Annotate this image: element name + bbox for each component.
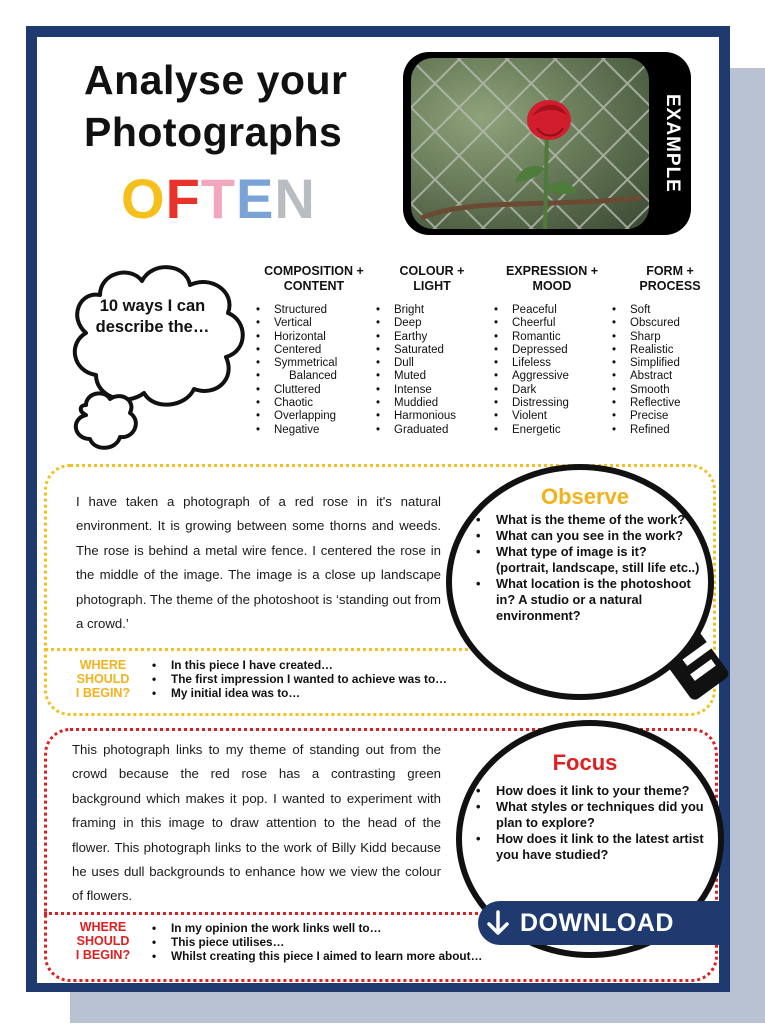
list-item: • Saturated <box>376 344 456 357</box>
often-letter: F <box>165 167 201 230</box>
observe-paragraph: I have taken a photograph of a red rose in it's natural environment. It is growing between some thorns and weeds. The rose is behind a metal wire fence. I centered the rose in the middle of the image. The image is a close up landscape photograph. The theme of the photoshoot is ‘standing out from a crowd.’ <box>76 494 441 632</box>
title-line-1: Analyse your <box>84 57 348 103</box>
column-composition <box>252 264 376 436</box>
list-item: • Romantic <box>494 331 569 344</box>
column-colour <box>384 264 480 436</box>
rose-fence-image <box>411 58 649 229</box>
descriptor-list <box>376 304 456 437</box>
heading-line: COMPOSITION + <box>264 264 364 278</box>
download-label: DOWNLOAD <box>520 909 674 937</box>
where-line: I BEGIN? <box>75 948 131 962</box>
sentence-starters <box>152 658 447 701</box>
list-item: • How does it link to your theme? <box>476 783 708 799</box>
often-letter: E <box>236 167 275 230</box>
list-item: • Peaceful <box>494 304 569 317</box>
cloud-caption: 10 ways I can describe the… <box>95 297 210 336</box>
list-item: • Negative <box>256 424 337 437</box>
observe-heading: Observe <box>540 484 630 509</box>
descriptor-list <box>612 304 681 437</box>
where-should-i-begin <box>70 658 136 700</box>
heading-line: CONTENT <box>283 279 345 293</box>
column-form <box>630 264 706 436</box>
column-heading <box>634 264 706 294</box>
heading-line: EXPRESSION + <box>505 264 599 278</box>
focus-heading: Focus <box>552 750 618 775</box>
list-item: • How does it link to the latest artist you have studied? <box>476 831 708 863</box>
list-item: • Horizontal <box>256 331 337 344</box>
list-item: • Overlapping <box>256 410 337 423</box>
list-item: • Chaotic <box>256 397 337 410</box>
column-heading <box>500 264 604 294</box>
example-photo-card <box>403 52 691 235</box>
list-item: • Sharp <box>612 331 681 344</box>
list-item: • Balanced <box>256 370 337 383</box>
often-letter: N <box>274 167 316 230</box>
where-line: SHOULD <box>76 934 130 948</box>
sentence-starters <box>152 921 482 964</box>
heading-line: COLOUR + <box>399 264 465 278</box>
list-item: • The first impression I wanted to achieve was to… <box>152 672 447 686</box>
list-item: • Symmetrical <box>256 357 337 370</box>
list-item: • Graduated <box>376 424 456 437</box>
list-item: • Reflective <box>612 397 681 410</box>
often-letter: O <box>121 167 166 230</box>
where-should-i-begin <box>70 920 136 962</box>
heading-line: FORM + <box>646 264 694 278</box>
list-item: • Structured <box>256 304 337 317</box>
list-item: • What is the theme of the work? <box>476 512 700 528</box>
list-item: • Cluttered <box>256 384 337 397</box>
list-item: • Earthy <box>376 331 456 344</box>
where-line: WHERE <box>79 658 127 672</box>
example-photo <box>411 58 649 229</box>
descriptor-list <box>494 304 569 437</box>
list-item: • Soft <box>612 304 681 317</box>
list-item: • Muddied <box>376 397 456 410</box>
list-item: • Whilst creating this piece I aimed to learn more about… <box>152 949 482 963</box>
list-item: • In this piece I have created… <box>152 658 447 672</box>
list-item: • Lifeless <box>494 357 569 370</box>
list-item: • Vertical <box>256 317 337 330</box>
list-item: • Abstract <box>612 370 681 383</box>
list-item: • What type of image is it? (portrait, landscape, still life etc..) <box>476 544 700 576</box>
column-expression <box>500 264 604 436</box>
where-line: SHOULD <box>76 672 130 686</box>
descriptor-list <box>256 304 337 437</box>
heading-line: MOOD <box>532 279 572 293</box>
where-line: I BEGIN? <box>75 686 131 700</box>
list-item: • Harmonious <box>376 410 456 423</box>
often-acronym <box>121 166 316 231</box>
list-item: • Centered <box>256 344 337 357</box>
thought-cloud <box>60 255 250 465</box>
list-item: • In my opinion the work links well to… <box>152 921 482 935</box>
list-item: • Simplified <box>612 357 681 370</box>
list-item: • What location is the photoshoot in? A studio or a natural environment? <box>476 576 700 624</box>
download-button[interactable] <box>478 901 728 945</box>
column-heading <box>384 264 480 294</box>
heading-line: PROCESS <box>639 279 701 293</box>
list-item: • Dark <box>494 384 569 397</box>
worksheet-title <box>84 54 348 158</box>
list-item: • Obscured <box>612 317 681 330</box>
list-item: • Aggressive <box>494 370 569 383</box>
often-letter: T <box>200 167 236 230</box>
list-item: • Muted <box>376 370 456 383</box>
focus-questions <box>476 783 708 863</box>
focus-paragraph: This photograph links to my theme of standing out from the crowd because the red rose has a contrasting green background which makes it pop. I wanted to experiment with framing in this image to draw attention to the head of the flower. This photograph links to the work of Billy Kidd because he uses dull backgrounds to enhance how we view the colour of flowers. <box>72 742 441 904</box>
list-item: • Violent <box>494 410 569 423</box>
list-item: • What styles or techniques did you plan to explore? <box>476 799 708 831</box>
list-item: • What can you see in the work? <box>476 528 700 544</box>
list-item: • Distressing <box>494 397 569 410</box>
heading-line: LIGHT <box>413 279 451 293</box>
observe-questions <box>476 512 700 624</box>
list-item: • Cheerful <box>494 317 569 330</box>
list-item: • Bright <box>376 304 456 317</box>
list-item: • Dull <box>376 357 456 370</box>
column-heading <box>252 264 376 294</box>
list-item: • This piece utilises… <box>152 935 482 949</box>
list-item: • Precise <box>612 410 681 423</box>
list-item: • Depressed <box>494 344 569 357</box>
list-item: • Intense <box>376 384 456 397</box>
list-item: • Refined <box>612 424 681 437</box>
list-item: • Energetic <box>494 424 569 437</box>
title-line-2: Photographs <box>84 109 343 155</box>
list-item: • Realistic <box>612 344 681 357</box>
example-label: EXAMPLE <box>662 94 683 193</box>
arrow-down-icon <box>486 910 510 936</box>
list-item: • Smooth <box>612 384 681 397</box>
where-line: WHERE <box>79 920 127 934</box>
list-item: • My initial idea was to… <box>152 686 447 700</box>
list-item: • Deep <box>376 317 456 330</box>
